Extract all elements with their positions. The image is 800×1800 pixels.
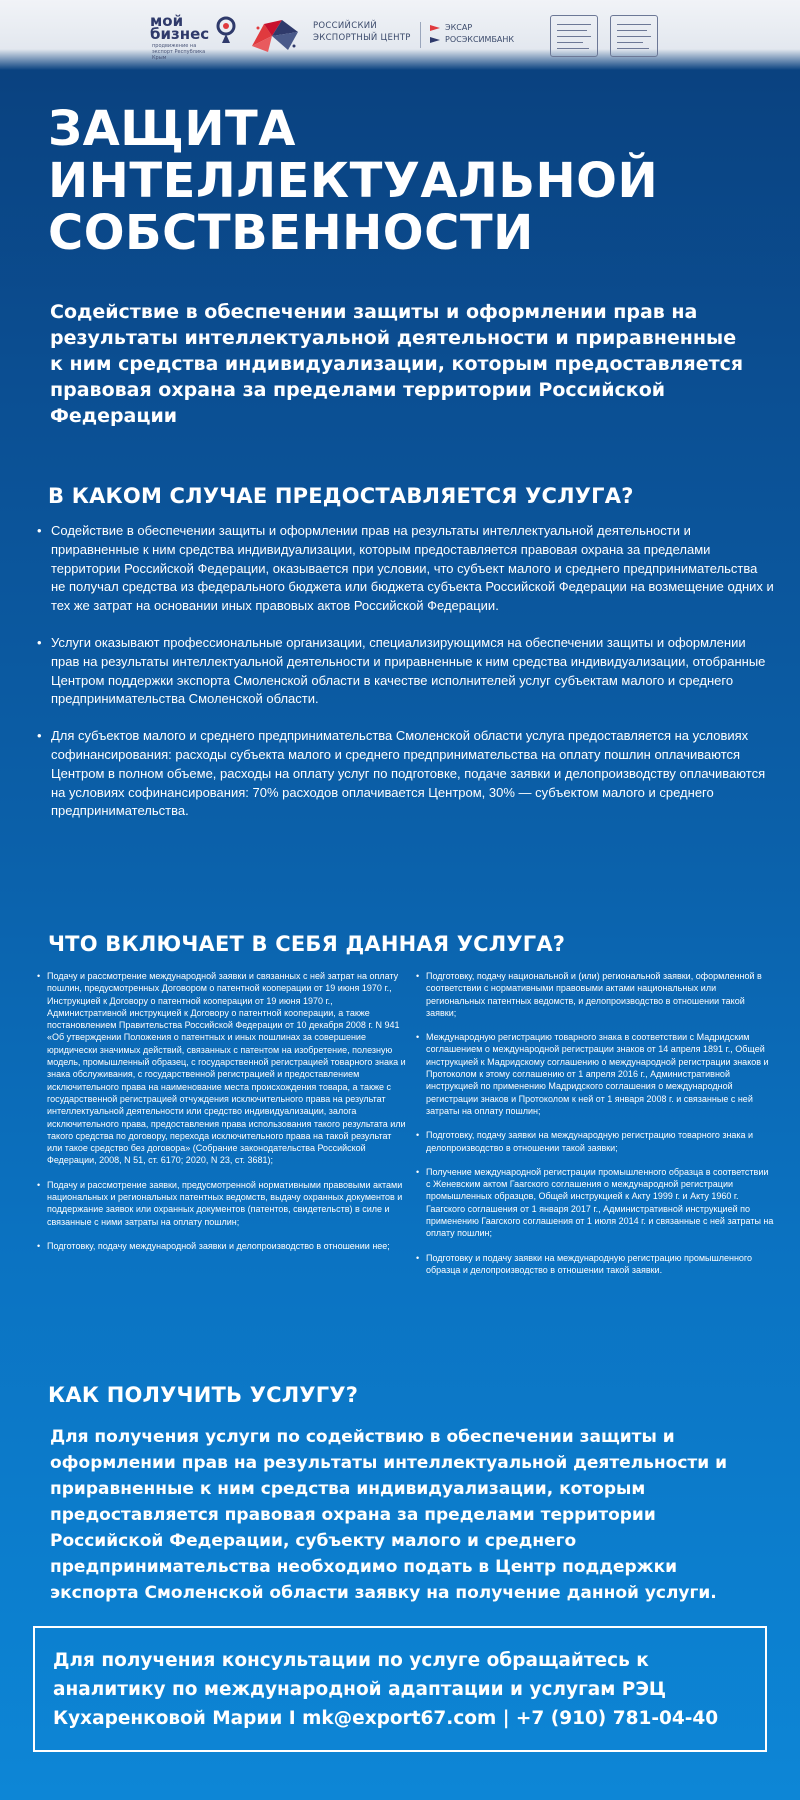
list-item: • Для субъектов малого и среднего предпринимательства Смоленской области услуга предоставляется на условиях софинансирования: расходы субъекта малого и среднего предпринимательства на оплату пошлин оплачиваются Центром в полном объеме, расходы на оплату услуг по подготовке, подаче заявки и делопроизводству оплачиваются на условиях софинансирования: 70% расходов оплачивается Центром, 30% — субъектом малого и среднего предпринимательства. <box>36 727 774 821</box>
header-bar <box>0 0 800 70</box>
list-item: • Получение международной регистрации промышленного образца в соответствии с Женевским актом Гаагского соглашения о международной регистрации промышленных образцов, Общей инструкцией к Акту 1999 г. и Акту 1960 г. Гаагского соглашения от 1 января 2017 г., Административной инструкцией по применению Гаагского соглашения от 1 июля 2014 г. и связанные с ней затраты на оплату пошлин; <box>415 1166 775 1240</box>
moy-biznes-logo <box>150 14 260 62</box>
list-item: • Подготовку и подачу заявки на международную регистрацию промышленного образца и делопроизводство в отношении такой заявки. <box>415 1252 775 1277</box>
page-title <box>48 103 748 259</box>
list-item: • Подачу и рассмотрение заявки, предусмотренной нормативными правовыми актами национальных и региональных патентных ведомств, выдачу охранных документов и поддержание заявок или охранных документов (патентов, свидетельств) в силе и связанные с ними затраты на оплату пошлин; <box>36 1179 406 1228</box>
rec-name-line2: ЭКСПОРТНЫЙ ЦЕНТР <box>313 33 411 43</box>
section-how-heading: КАК ПОЛУЧИТЬ УСЛУГУ? <box>48 1383 359 1407</box>
section-how-text: Для получения услуги по содействию в обеспечении защиты и оформлении прав на результаты интеллектуальной деятельности и приравненные к ним средства индивидуализации, которым предоставляется правовая охрана за пределами территории Российской Федерации, субъекту малого и среднего предпринимательства необходимо подать в Центр поддержки экспорта Смоленской области заявку на получение данной услуги. <box>50 1427 728 1603</box>
moy-biznes-tagline: продвижение на экспорт Республика Крым <box>152 43 206 61</box>
exar-logo <box>430 22 514 34</box>
title-line-2: ИНТЕЛЛЕКТУАЛЬНОЙ <box>48 153 659 209</box>
section-includes-right-list <box>415 970 775 1288</box>
moy-biznes-line2: бизнес <box>150 25 210 43</box>
rec-name-line1: РОССИЙСКИЙ <box>313 21 378 31</box>
section-when-heading: В КАКОМ СЛУЧАЕ ПРЕДОСТАВЛЯЕТСЯ УСЛУГА? <box>48 484 634 508</box>
moy-biznes-mark-icon <box>212 14 242 44</box>
section-includes-heading: ЧТО ВКЛЮЧАЕТ В СЕБЯ ДАННАЯ УСЛУГА? <box>48 932 566 956</box>
exar-flag-icon <box>430 25 440 31</box>
section-includes-left-list <box>36 970 406 1264</box>
national-project-badge-1 <box>550 15 598 57</box>
contact-text: Для получения консультации по услуге обращайтесь к аналитику по международной адаптации и услугам РЭЦ Кухаренковой Марии I mk@export67.com | +7 (910) 781-04-40 <box>53 1650 719 1729</box>
page-subtitle: Содействие в обеспечении защиты и оформлении прав на результаты интеллектуальной деятельности и приравненные к ним средства индивидуализации, которым предоставляется правовая охрана за пределами территории Российской Федерации <box>50 301 744 427</box>
partner-logos <box>430 22 514 46</box>
moy-biznes-line1: мой <box>150 12 184 30</box>
rec-logo-icon <box>248 16 306 56</box>
eximbank-label: РОСЭКСИМБАНК <box>445 35 515 44</box>
title-line-1: ЗАЩИТА <box>48 101 296 157</box>
list-item: • Международную регистрацию товарного знака в соответствии с Мадридским соглашением о международной регистрации знаков от 14 апреля 1891 г., Общей инструкцией к Мадридскому соглашению о международной регистрации знаков и Протоколом к этому соглашению от 1 апреля 2016 г., Административной инструкцией по применению Мадридского соглашения о международной регистрации знаков и Протоколом к ней от 1 января 2008 г. и связанные с ней затраты на оплату пошлин; <box>415 1031 775 1117</box>
list-item: • Содействие в обеспечении защиты и оформлении прав на результаты интеллектуальной деятельности и приравненные к ним средства индивидуализации, которым предоставляется правовая охрана за пределами территории Российской Федерации, оказывается при условии, что субъект малого и среднего предпринимательства не получал средства из федерального бюджета или бюджета субъекта Российской Федерации на возмещение одних и тех же затрат на основании иных правовых актов Российской Федерации. <box>36 522 774 616</box>
list-item: • Подачу и рассмотрение международной заявки и связанных с ней затрат на оплату пошлин, предусмотренных Договором о патентной кооперации от 19 июня 1970 г., Инструкцией к Договору о патентной кооперации от 19 июня 1970 г., Административной инструкцией к Договору о патентной кооперации, а также постановлением Правительства Российской Федерации от 10 декабря 2008 г. N 941 «Об утверждении Положения о патентных и иных пошлинах за совершение юридически значимых действий, связанных с патентом на изобретение, полезную модель, промышленный образец, с государственной регистрацией товарного знака и знака обслуживания, с государственной регистрацией и предоставлением исключительного права на наименование места происхождения товара, а также с государственной регистрацией отчуждения исключительного права на результат интеллектуальной деятельности или средство индивидуализации, залога исключительного права, предоставления права использования такого результата или такого средства по договору, перехода исключительного права на такой результат или такое средство без договора» (Собрание законодательства Российской Федерации, 2008, N 51, ст. 6170; 2020, N 23, ст. 3681); <box>36 970 406 1167</box>
exar-label: ЭКСАР <box>445 23 473 32</box>
list-item: • Услуги оказывают профессиональные организации, специализирующимся на обеспечении защиты и оформлении прав на результаты интеллектуальной деятельности и приравненные к ним средства индивидуализации, отобранные Центром поддержки экспорта Смоленской области в качестве исполнителей услуг субъектам малого и среднего предпринимательства Смоленской области. <box>36 634 774 709</box>
rec-name <box>313 20 411 44</box>
title-line-3: СОБСТВЕННОСТИ <box>48 205 534 261</box>
list-item: • Подготовку, подачу заявки на международную регистрацию товарного знака и делопроизводство в отношении такой заявки; <box>415 1129 775 1154</box>
list-item: • Подготовку, подачу национальной и (или) региональной заявки, оформленной в соответствии с нормативными правовыми актами национальных или региональных патентных ведомств, и делопроизводство в отношении такой заявки; <box>415 970 775 1019</box>
section-when-list <box>36 522 774 839</box>
eximbank-logo <box>430 34 514 46</box>
contact-box <box>33 1626 767 1752</box>
list-item: • Подготовку, подачу международной заявки и делопроизводство в отношении нее; <box>36 1240 406 1252</box>
header-divider <box>420 22 421 48</box>
eximbank-flag-icon <box>430 37 440 43</box>
national-project-badge-2 <box>610 15 658 57</box>
